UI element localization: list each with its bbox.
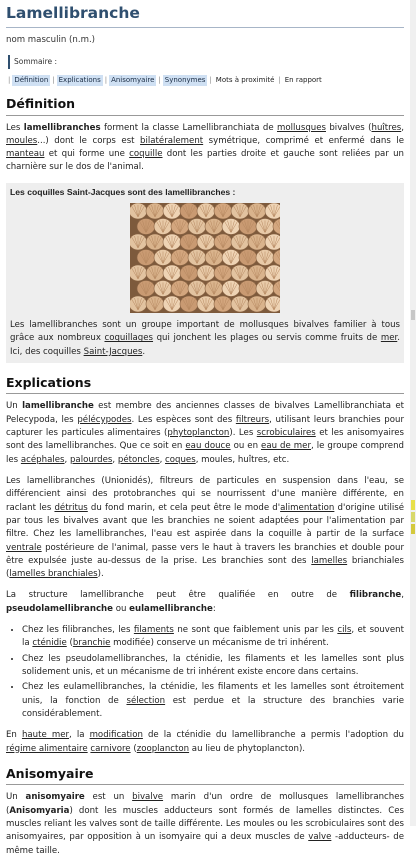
glossary-link[interactable]: branchie <box>72 638 111 649</box>
glossary-link[interactable]: coquille <box>129 149 163 160</box>
tab-separator: | <box>209 76 212 85</box>
glossary-link[interactable]: sélection <box>126 695 166 706</box>
glossary-link[interactable]: ventrale <box>6 542 42 553</box>
glossary-link[interactable]: Saint-Jacques <box>83 346 143 357</box>
glossary-link[interactable]: manteau <box>6 149 45 160</box>
tab-separator: | <box>278 76 281 85</box>
glossary-link[interactable]: lamelles <box>311 555 348 566</box>
explications-paragraph-3: La structure lamellibranche peut être qualifiée en outre de filibranche, pseudolamellibranche ou eulamellibranche: <box>6 590 404 614</box>
sommaire-label: Sommaire : <box>8 55 404 69</box>
glossary-link[interactable]: moules <box>6 135 38 146</box>
glossary-link[interactable]: pélécypodes <box>77 414 132 425</box>
glossary-link[interactable]: cils <box>337 625 352 636</box>
glossary-link[interactable]: eau de mer <box>261 441 311 452</box>
grammatical-category: nom masculin (n.m.) <box>6 35 96 46</box>
scroll-marker <box>411 512 415 522</box>
section-tabs <box>6 75 404 86</box>
glossary-link[interactable]: coques <box>165 454 196 465</box>
glossary-link[interactable]: détritus <box>54 502 88 513</box>
glossary-link[interactable]: bivalve <box>132 792 164 803</box>
bold-term: anisomyaire <box>25 792 85 803</box>
section-heading-definition: Définition <box>6 94 404 115</box>
list-item: • Chez les pseudolamellibranches, la cténidie, les filaments et les lamelles sont plus solidement unis, et un mécanisme de tri inhérent existe encore dans certains. <box>22 653 404 680</box>
list-item: • Chez les eulamellibranches, la cténidie, les filaments et les lamelles sont étroitement unis, la fonction de sélection est perdue et la structure des branchies varie considérablement. <box>22 681 404 721</box>
glossary-link[interactable]: filaments <box>133 625 174 636</box>
bold-term: lamellibranches <box>23 122 101 133</box>
glossary-link[interactable]: carnivore <box>90 743 131 754</box>
glossary-link[interactable]: régime alimentaire <box>6 743 88 754</box>
glossary-link[interactable]: coquillages <box>104 333 154 344</box>
tab-définition[interactable]: Définition <box>14 76 49 85</box>
glossary-link[interactable]: pétoncles <box>117 454 160 465</box>
glossary-link[interactable]: huîtres <box>371 122 402 133</box>
anisomyaire-paragraph: Un anisomyaire est un bivalve marin d'un ordre de mollusques lamellibranches (Anisomyaria) dont les muscles adducteurs sont formés de lamelles distinctes. Ces muscles reliant les valves sont de taille différente. Les moules ou les scrobiculaires sont des anisomyaires, par opposition à un isomyaire qui a deux muscles de valve -adducteurs- de même taille. <box>6 792 404 856</box>
glossary-link[interactable]: valve <box>308 832 332 843</box>
bold-term: pseudolamellibranche <box>6 603 113 614</box>
glossary-link[interactable]: scrobiculaires <box>256 428 316 439</box>
definition-paragraph: Les lamellibranches forment la classe Lamellibranchiata de mollusques bivalves (huîtres, moules...) dont le corps est bilatéralement symétrique, comprimé et enfermé dans le manteau et qui forme une coquille dont les parties droite et gauche sont reliées par un charnière sur le dos de l'animal. <box>6 122 404 173</box>
glossary-link[interactable]: eau douce <box>185 441 231 452</box>
glossary-link[interactable]: alimentation <box>280 502 335 513</box>
glossary-link[interactable]: filtreurs <box>235 414 270 425</box>
bold-term: Anisomyaria <box>9 805 70 816</box>
tab-mots-à-proximité[interactable]: Mots à proximité <box>215 76 275 85</box>
tab-synonymes[interactable]: Synonymes <box>164 76 206 85</box>
bold-term: lamellibranche <box>22 401 94 412</box>
glossary-link[interactable]: modification <box>89 730 143 741</box>
page-title: Lamellibranche <box>6 0 404 28</box>
tab-anisomyaire[interactable]: Anisomyaire <box>111 76 155 85</box>
glossary-link[interactable]: mollusques <box>276 122 326 133</box>
example-caption: Les lamellibranches sont un groupe important de mollusques bivalves familier à tous grâce aux nombreux coquillages qui jonchent les plages ou servis comme fruits de mer. Ici, des coquilles Saint-Jacques. <box>10 320 400 357</box>
bold-term: filibranche <box>349 590 402 601</box>
scrollbar[interactable] <box>410 0 416 826</box>
tab-explications[interactable]: Explications <box>58 76 101 85</box>
section-heading-explications: Explications <box>6 373 404 394</box>
bold-term: eulamellibranche <box>129 603 213 614</box>
tab-separator: | <box>52 76 55 85</box>
glossary-link[interactable]: lamelles branchiales <box>9 569 98 580</box>
tab-separator: | <box>158 76 161 85</box>
example-box <box>6 183 404 363</box>
scallop-shells-photo <box>130 203 280 313</box>
tab-en-rapport[interactable]: En rapport <box>284 76 322 85</box>
tab-separator: | <box>104 76 108 85</box>
glossary-link[interactable]: mer <box>380 333 398 344</box>
glossary-link[interactable]: phytoplancton <box>167 428 230 439</box>
glossary-link[interactable]: zooplancton <box>136 743 190 754</box>
branchie-types-list <box>6 624 404 721</box>
section-heading-anisomyaire: Anisomyaire <box>6 764 404 785</box>
scroll-marker <box>411 524 415 534</box>
glossary-link[interactable]: cténidie <box>32 638 67 649</box>
tab-separator: | <box>8 76 11 85</box>
explications-paragraph-4: En haute mer, la modification de la cténidie du lamellibranche a permis l'adoption du régime alimentaire carnivore (zooplancton au lieu de phytoplancton). <box>6 730 404 754</box>
list-item: • Chez les filibranches, les filaments ne sont que faiblement unis par les cils, et souvent la cténidie (branchie modifiée) conserve un mécanisme de tri inhérent. <box>22 624 404 651</box>
scroll-marker <box>411 310 415 320</box>
glossary-link[interactable]: haute mer <box>21 730 70 741</box>
example-title: Les coquilles Saint-Jacques sont des lamellibranches : <box>10 186 236 197</box>
scroll-marker <box>411 500 415 510</box>
explications-paragraph-1: Un lamellibranche est membre des anciennes classes de bivalves Lamellibranchiata et Pelecypoda, les pélécypodes. Les espèces sont des filtreurs, utilisant leurs branchies pour capturer les particules alimentaires (phytoplancton). Les scrobiculaires et les anisomyaires sont des lamellibranches. Que ce soit en eau douce ou en eau de mer, le groupe comprend les acéphales, palourdes, pétoncles, coques, moules, huîtres, etc. <box>6 401 405 465</box>
glossary-link[interactable]: bilatéralement <box>140 135 204 146</box>
explications-paragraph-2: Les lamellibranches (Unionidés), filtreurs de particules en suspension dans l'eau, se différencient ainsi des protobranches qui se nourrissent d'une manière différente, en raclant les détritus du fond marin, et cela peut être le mode d'alimentation d'origine utilisé par tous les bivalves avant que les branchies ne soient adaptées pour l'alimentation par filtre. Chez les lamellibranches, l'eau est aspirée dans la coquille à partir de la surface ventrale postérieure de l'animal, passe vers le haut à travers les branchies et double pour être expulsée juste au-dessus de la prise. Les branchies sont des lamelles brianchiales (lamelles branchiales). <box>6 475 404 580</box>
glossary-link[interactable]: palourdes <box>69 454 113 465</box>
glossary-link[interactable]: acéphales <box>20 454 65 465</box>
